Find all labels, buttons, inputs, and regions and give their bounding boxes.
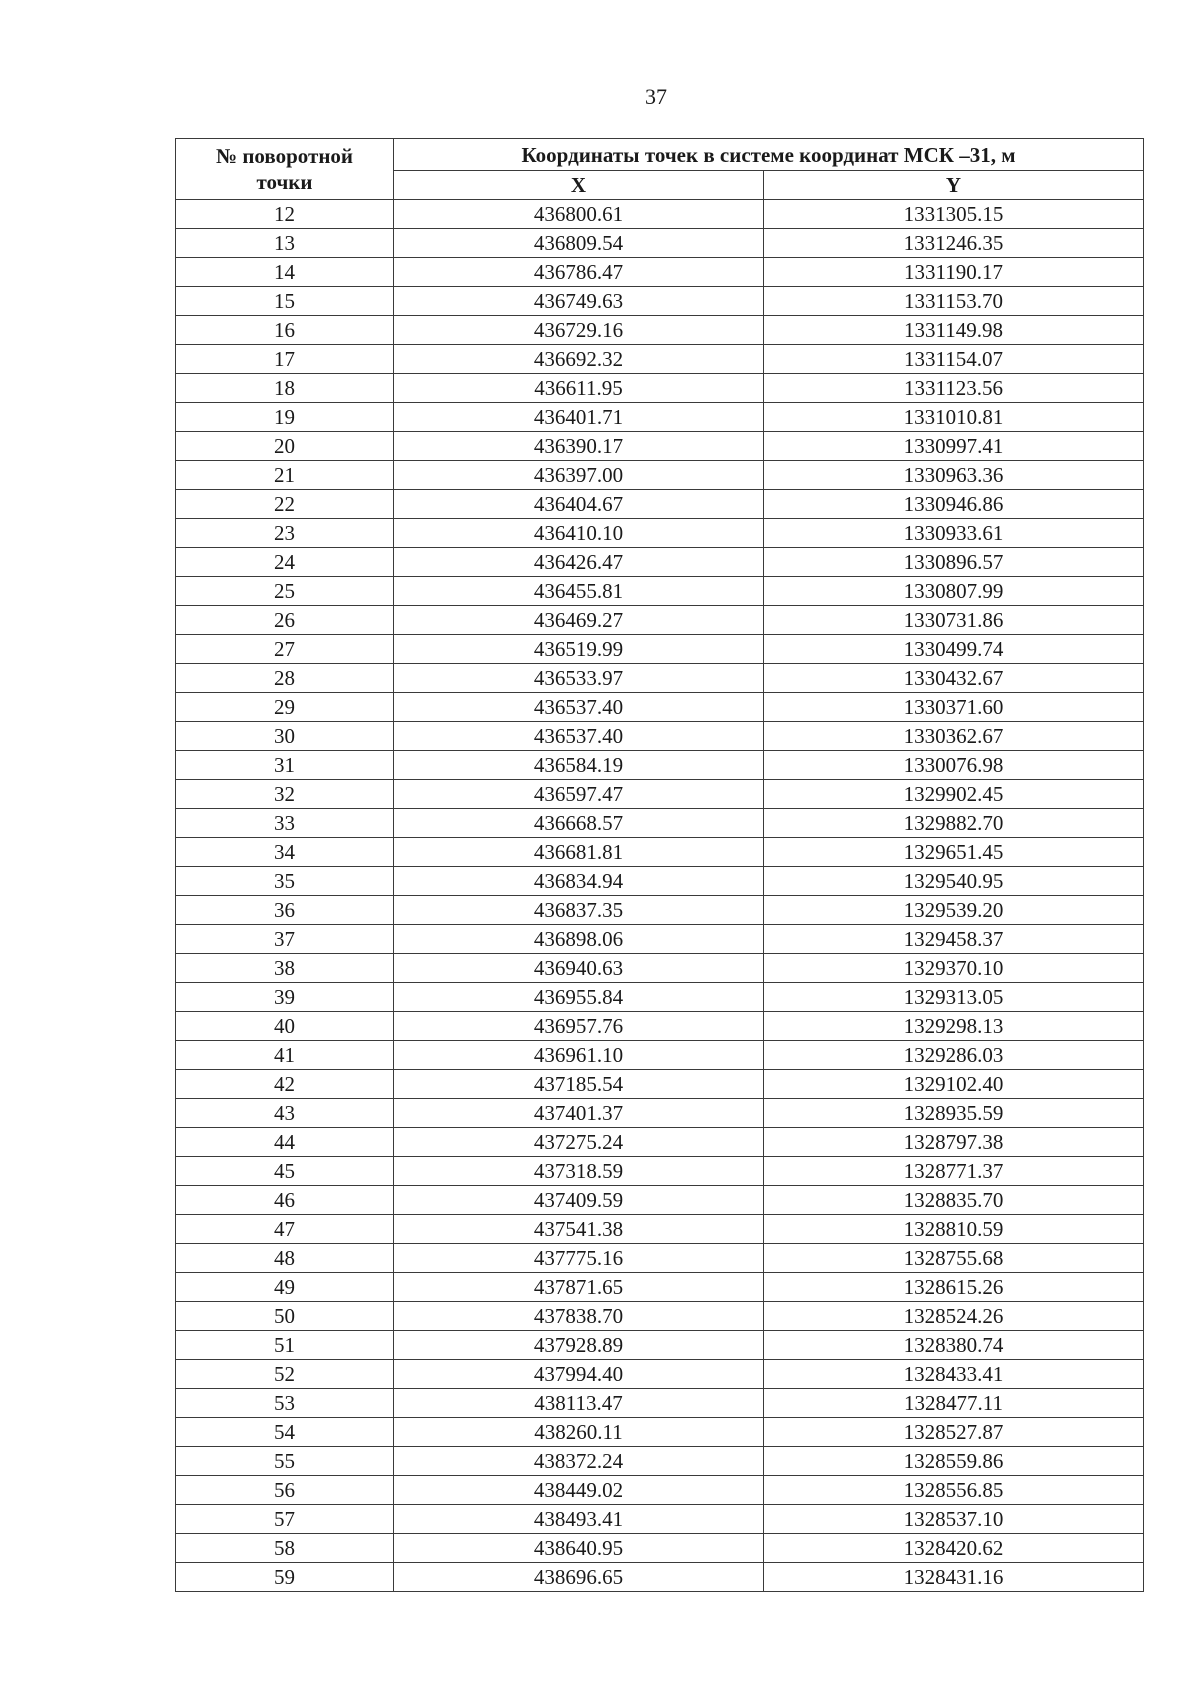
- point-number-cell: 39: [176, 983, 394, 1012]
- point-number-cell: 28: [176, 664, 394, 693]
- point-number-cell: 32: [176, 780, 394, 809]
- y-coordinate-cell: 1329370.10: [764, 954, 1144, 983]
- x-coordinate-cell: 437871.65: [394, 1273, 764, 1302]
- x-coordinate-cell: 436533.97: [394, 664, 764, 693]
- point-number-cell: 14: [176, 258, 394, 287]
- x-coordinate-cell: 437994.40: [394, 1360, 764, 1389]
- y-coordinate-cell: 1328835.70: [764, 1186, 1144, 1215]
- point-number-cell: 47: [176, 1215, 394, 1244]
- y-coordinate-cell: 1330076.98: [764, 751, 1144, 780]
- point-number-cell: 41: [176, 1041, 394, 1070]
- coordinates-table: [175, 138, 1144, 1592]
- point-number-cell: 51: [176, 1331, 394, 1360]
- table-row: [176, 1476, 1144, 1505]
- table-row: [176, 519, 1144, 548]
- point-number-cell: 36: [176, 896, 394, 925]
- table-row: [176, 432, 1144, 461]
- x-coordinate-cell: 436668.57: [394, 809, 764, 838]
- x-coordinate-cell: 436729.16: [394, 316, 764, 345]
- table-row: [176, 1563, 1144, 1592]
- x-coordinate-cell: 436681.81: [394, 838, 764, 867]
- y-coordinate-cell: 1328615.26: [764, 1273, 1144, 1302]
- point-number-cell: 33: [176, 809, 394, 838]
- y-coordinate-cell: 1331305.15: [764, 200, 1144, 229]
- point-number-cell: 44: [176, 1128, 394, 1157]
- x-coordinate-cell: 436692.32: [394, 345, 764, 374]
- y-coordinate-cell: 1330896.57: [764, 548, 1144, 577]
- table-row: [176, 200, 1144, 229]
- table-row: [176, 838, 1144, 867]
- y-coordinate-cell: 1330362.67: [764, 722, 1144, 751]
- table-row: [176, 229, 1144, 258]
- point-number-cell: 38: [176, 954, 394, 983]
- table-row: [176, 1186, 1144, 1215]
- table-row: [176, 1273, 1144, 1302]
- x-coordinate-cell: 438640.95: [394, 1534, 764, 1563]
- y-coordinate-cell: 1329313.05: [764, 983, 1144, 1012]
- table-row: [176, 1128, 1144, 1157]
- x-coordinate-cell: 437775.16: [394, 1244, 764, 1273]
- point-number-cell: 42: [176, 1070, 394, 1099]
- y-coordinate-cell: 1330432.67: [764, 664, 1144, 693]
- point-number-cell: 21: [176, 461, 394, 490]
- table-row: [176, 374, 1144, 403]
- header-coordinates: Координаты точек в системе координат МСК –31, м: [394, 139, 1144, 171]
- table-row: [176, 954, 1144, 983]
- x-coordinate-cell: 438260.11: [394, 1418, 764, 1447]
- point-number-cell: 15: [176, 287, 394, 316]
- y-coordinate-cell: 1329651.45: [764, 838, 1144, 867]
- point-number-cell: 23: [176, 519, 394, 548]
- point-number-cell: 25: [176, 577, 394, 606]
- x-coordinate-cell: 436957.76: [394, 1012, 764, 1041]
- table-row: [176, 1418, 1144, 1447]
- x-coordinate-cell: 436397.00: [394, 461, 764, 490]
- x-coordinate-cell: 436611.95: [394, 374, 764, 403]
- table-row: [176, 809, 1144, 838]
- point-number-cell: 59: [176, 1563, 394, 1592]
- point-number-cell: 24: [176, 548, 394, 577]
- x-coordinate-cell: 436469.27: [394, 606, 764, 635]
- x-coordinate-cell: 436800.61: [394, 200, 764, 229]
- y-coordinate-cell: 1331123.56: [764, 374, 1144, 403]
- table-row: [176, 606, 1144, 635]
- y-coordinate-cell: 1328771.37: [764, 1157, 1144, 1186]
- y-coordinate-cell: 1328810.59: [764, 1215, 1144, 1244]
- y-coordinate-cell: 1331246.35: [764, 229, 1144, 258]
- table-body: [176, 200, 1144, 1592]
- x-coordinate-cell: 436537.40: [394, 693, 764, 722]
- x-coordinate-cell: 437318.59: [394, 1157, 764, 1186]
- x-coordinate-cell: 436786.47: [394, 258, 764, 287]
- x-coordinate-cell: 436898.06: [394, 925, 764, 954]
- y-coordinate-cell: 1331149.98: [764, 316, 1144, 345]
- point-number-cell: 40: [176, 1012, 394, 1041]
- point-number-cell: 27: [176, 635, 394, 664]
- x-coordinate-cell: 436834.94: [394, 867, 764, 896]
- table-row: [176, 896, 1144, 925]
- point-number-cell: 31: [176, 751, 394, 780]
- header-y: Y: [764, 171, 1144, 200]
- table-row: [176, 722, 1144, 751]
- point-number-cell: 22: [176, 490, 394, 519]
- point-number-cell: 43: [176, 1099, 394, 1128]
- y-coordinate-cell: 1330371.60: [764, 693, 1144, 722]
- point-number-cell: 18: [176, 374, 394, 403]
- header-point-number: [176, 139, 394, 200]
- point-number-cell: 55: [176, 1447, 394, 1476]
- y-coordinate-cell: 1330499.74: [764, 635, 1144, 664]
- point-number-cell: 30: [176, 722, 394, 751]
- table-row: [176, 577, 1144, 606]
- table-row: [176, 490, 1144, 519]
- table-row: [176, 1331, 1144, 1360]
- y-coordinate-cell: 1330963.36: [764, 461, 1144, 490]
- x-coordinate-cell: 437275.24: [394, 1128, 764, 1157]
- y-coordinate-cell: 1328559.86: [764, 1447, 1144, 1476]
- x-coordinate-cell: 437401.37: [394, 1099, 764, 1128]
- y-coordinate-cell: 1330731.86: [764, 606, 1144, 635]
- y-coordinate-cell: 1331010.81: [764, 403, 1144, 432]
- point-number-cell: 37: [176, 925, 394, 954]
- table-row: [176, 1447, 1144, 1476]
- x-coordinate-cell: 438449.02: [394, 1476, 764, 1505]
- y-coordinate-cell: 1328524.26: [764, 1302, 1144, 1331]
- y-coordinate-cell: 1330933.61: [764, 519, 1144, 548]
- point-number-cell: 58: [176, 1534, 394, 1563]
- y-coordinate-cell: 1328420.62: [764, 1534, 1144, 1563]
- y-coordinate-cell: 1329286.03: [764, 1041, 1144, 1070]
- y-coordinate-cell: 1330946.86: [764, 490, 1144, 519]
- table-row: [176, 1215, 1144, 1244]
- x-coordinate-cell: 436809.54: [394, 229, 764, 258]
- x-coordinate-cell: 436749.63: [394, 287, 764, 316]
- point-number-cell: 54: [176, 1418, 394, 1447]
- table-row: [176, 664, 1144, 693]
- y-coordinate-cell: 1331154.07: [764, 345, 1144, 374]
- table-row: [176, 983, 1144, 1012]
- table-row: [176, 1012, 1144, 1041]
- x-coordinate-cell: 436955.84: [394, 983, 764, 1012]
- point-number-cell: 49: [176, 1273, 394, 1302]
- table-row: [176, 867, 1144, 896]
- y-coordinate-cell: 1329539.20: [764, 896, 1144, 925]
- y-coordinate-cell: 1329882.70: [764, 809, 1144, 838]
- y-coordinate-cell: 1328755.68: [764, 1244, 1144, 1273]
- point-number-cell: 57: [176, 1505, 394, 1534]
- x-coordinate-cell: 438372.24: [394, 1447, 764, 1476]
- table-row: [176, 635, 1144, 664]
- x-coordinate-cell: 437409.59: [394, 1186, 764, 1215]
- table-row: [176, 403, 1144, 432]
- point-number-cell: 34: [176, 838, 394, 867]
- point-number-cell: 56: [176, 1476, 394, 1505]
- x-coordinate-cell: 436961.10: [394, 1041, 764, 1070]
- point-number-cell: 46: [176, 1186, 394, 1215]
- x-coordinate-cell: 438696.65: [394, 1563, 764, 1592]
- y-coordinate-cell: 1329298.13: [764, 1012, 1144, 1041]
- point-number-cell: 16: [176, 316, 394, 345]
- y-coordinate-cell: 1328797.38: [764, 1128, 1144, 1157]
- table-row: [176, 345, 1144, 374]
- header-x: X: [394, 171, 764, 200]
- x-coordinate-cell: 437928.89: [394, 1331, 764, 1360]
- y-coordinate-cell: 1328433.41: [764, 1360, 1144, 1389]
- x-coordinate-cell: 436519.99: [394, 635, 764, 664]
- table-row: [176, 1041, 1144, 1070]
- y-coordinate-cell: 1328537.10: [764, 1505, 1144, 1534]
- header-point-line2: точки: [256, 170, 313, 194]
- point-number-cell: 50: [176, 1302, 394, 1331]
- y-coordinate-cell: 1330807.99: [764, 577, 1144, 606]
- point-number-cell: 19: [176, 403, 394, 432]
- point-number-cell: 12: [176, 200, 394, 229]
- x-coordinate-cell: 436401.71: [394, 403, 764, 432]
- y-coordinate-cell: 1329540.95: [764, 867, 1144, 896]
- x-coordinate-cell: 436597.47: [394, 780, 764, 809]
- table-row: [176, 751, 1144, 780]
- table-row: [176, 1157, 1144, 1186]
- point-number-cell: 29: [176, 693, 394, 722]
- point-number-cell: 17: [176, 345, 394, 374]
- y-coordinate-cell: 1328380.74: [764, 1331, 1144, 1360]
- y-coordinate-cell: 1328527.87: [764, 1418, 1144, 1447]
- point-number-cell: 20: [176, 432, 394, 461]
- point-number-cell: 26: [176, 606, 394, 635]
- page-number: 37: [645, 84, 667, 109]
- y-coordinate-cell: 1331153.70: [764, 287, 1144, 316]
- x-coordinate-cell: 436537.40: [394, 722, 764, 751]
- x-coordinate-cell: 438113.47: [394, 1389, 764, 1418]
- y-coordinate-cell: 1328431.16: [764, 1563, 1144, 1592]
- x-coordinate-cell: 436390.17: [394, 432, 764, 461]
- point-number-cell: 48: [176, 1244, 394, 1273]
- point-number-cell: 53: [176, 1389, 394, 1418]
- table-row: [176, 1070, 1144, 1099]
- x-coordinate-cell: 437541.38: [394, 1215, 764, 1244]
- x-coordinate-cell: 436410.10: [394, 519, 764, 548]
- table-row: [176, 258, 1144, 287]
- table-row: [176, 1244, 1144, 1273]
- x-coordinate-cell: 436404.67: [394, 490, 764, 519]
- y-coordinate-cell: 1331190.17: [764, 258, 1144, 287]
- y-coordinate-cell: 1330997.41: [764, 432, 1144, 461]
- x-coordinate-cell: 436426.47: [394, 548, 764, 577]
- table-row: [176, 287, 1144, 316]
- table-row: [176, 461, 1144, 490]
- table-row: [176, 316, 1144, 345]
- table-row: [176, 1302, 1144, 1331]
- point-number-cell: 13: [176, 229, 394, 258]
- y-coordinate-cell: 1329458.37: [764, 925, 1144, 954]
- table-row: [176, 1505, 1144, 1534]
- x-coordinate-cell: 436584.19: [394, 751, 764, 780]
- x-coordinate-cell: 437185.54: [394, 1070, 764, 1099]
- point-number-cell: 52: [176, 1360, 394, 1389]
- y-coordinate-cell: 1328556.85: [764, 1476, 1144, 1505]
- y-coordinate-cell: 1328477.11: [764, 1389, 1144, 1418]
- table-row: [176, 1099, 1144, 1128]
- table-row: [176, 693, 1144, 722]
- table-row: [176, 548, 1144, 577]
- x-coordinate-cell: 438493.41: [394, 1505, 764, 1534]
- y-coordinate-cell: 1329902.45: [764, 780, 1144, 809]
- y-coordinate-cell: 1329102.40: [764, 1070, 1144, 1099]
- table-row: [176, 1389, 1144, 1418]
- header-point-line1: № поворотной: [215, 144, 354, 168]
- table-row: [176, 925, 1144, 954]
- point-number-cell: 45: [176, 1157, 394, 1186]
- x-coordinate-cell: 436940.63: [394, 954, 764, 983]
- y-coordinate-cell: 1328935.59: [764, 1099, 1144, 1128]
- table-row: [176, 780, 1144, 809]
- table-row: [176, 1534, 1144, 1563]
- table-row: [176, 1360, 1144, 1389]
- x-coordinate-cell: 437838.70: [394, 1302, 764, 1331]
- point-number-cell: 35: [176, 867, 394, 896]
- x-coordinate-cell: 436455.81: [394, 577, 764, 606]
- x-coordinate-cell: 436837.35: [394, 896, 764, 925]
